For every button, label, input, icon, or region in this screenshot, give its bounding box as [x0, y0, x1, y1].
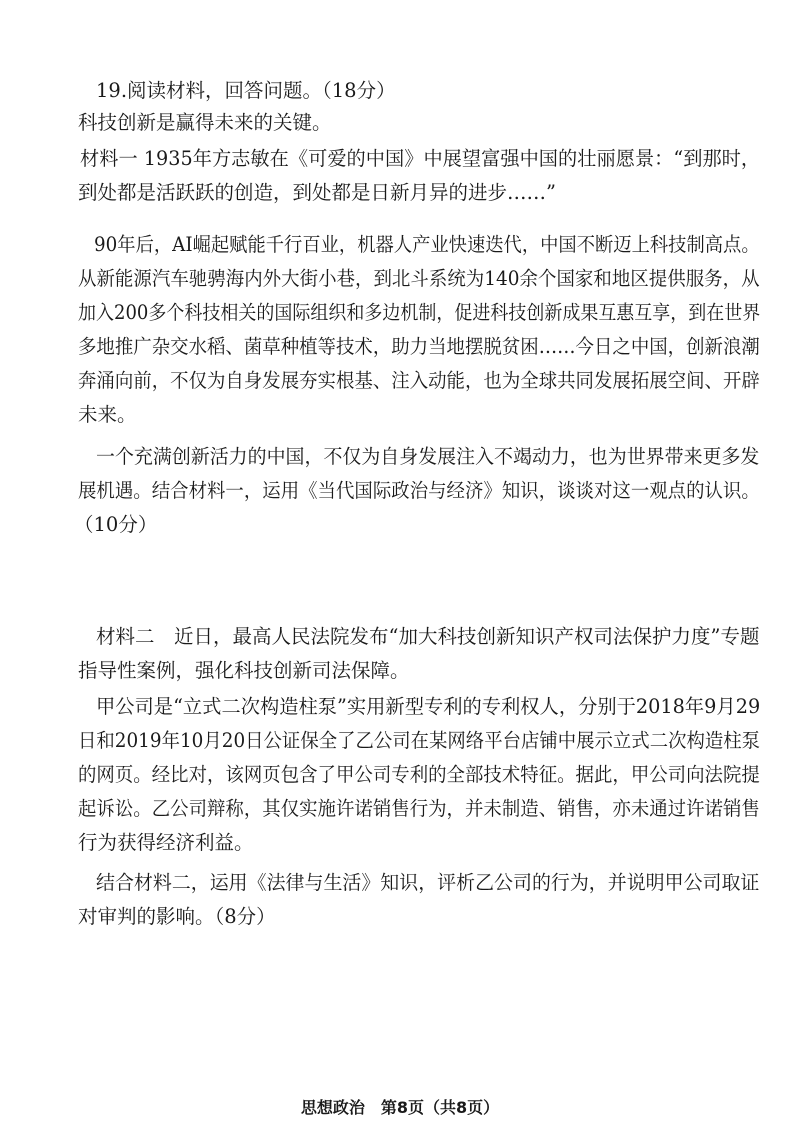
material1-line-5: 加入200多个科技相关的国际组织和多边机制，促进科技创新成果互惠互享，到在世界 — [78, 301, 761, 324]
task2-line-2: 对审判的影响。（8分） — [78, 905, 276, 928]
material1-line-6: 多地推广杂交水稻、菌草种植等技术，助力当地摆脱贫困……今日之中国，创新浪潮 — [78, 335, 760, 358]
material2-line-6: 起诉讼。乙公司辩称，其仅实施许诺销售行为，并未制造、销售，亦未通过许诺销售 — [78, 797, 760, 820]
task1-line-2: 展机遇。结合材料一，运用《当代国际政治与经济》知识，谈谈对这一观点的认识。 — [78, 479, 760, 502]
material1-line-7: 奔涌向前，不仅为自身发展夯实根基、注入动能，也为全球共同发展拓展空间、开辟 — [78, 369, 760, 392]
material2-line-5: 的网页。经比对，该网页包含了甲公司专利的全部技术特征。据此，甲公司向法院提 — [78, 763, 760, 786]
material1-line-3: 90年后，AI崛起赋能千行百业，机器人产业快速迭代，中国不断迈上科技制高点。 — [94, 233, 760, 256]
material1-line-1: 材料一 1935年方志敏在《可爱的中国》中展望富强中国的壮丽愿景：“到那时， — [80, 147, 761, 170]
material1-line-4: 从新能源汽车驰骋海内外大街小巷，到北斗系统为140余个国家和地区提供服务，从 — [78, 267, 760, 290]
material2-line-1: 材料二 近日，最高人民法院发布“加大科技创新知识产权司法保护力度”专题 — [96, 625, 760, 648]
material2-line-7: 行为获得经济利益。 — [78, 831, 254, 854]
question-header: 19.阅读材料，回答问题。（18分） — [96, 79, 396, 102]
material1-line-2: 到处都是活跃跃的创造，到处都是日新月异的进步……” — [78, 181, 556, 204]
page-footer: 思想政治 第8页（共8页） — [300, 1098, 500, 1117]
material2-line-3: 甲公司是“立式二次构造柱泵”实用新型专利的专利权人，分别于2018年9月29 — [96, 695, 761, 718]
material2-line-4: 日和2019年10月20日公证保全了乙公司在某网络平台店铺中展示立式二次构造柱泵 — [78, 729, 761, 752]
task1-line-1: 一个充满创新活力的中国，不仅为自身发展注入不竭动力，也为世界带来更多发 — [96, 445, 760, 468]
task1-line-3: （10分） — [74, 513, 158, 536]
task2-line-1: 结合材料二，运用《法律与生活》知识，评析乙公司的行为，并说明甲公司取证 — [96, 871, 760, 894]
material1-line-8: 未来。 — [78, 403, 137, 426]
question-lead: 科技创新是赢得未来的关键。 — [78, 111, 332, 134]
material2-line-2: 指导性案例，强化科技创新司法保障。 — [78, 659, 410, 682]
